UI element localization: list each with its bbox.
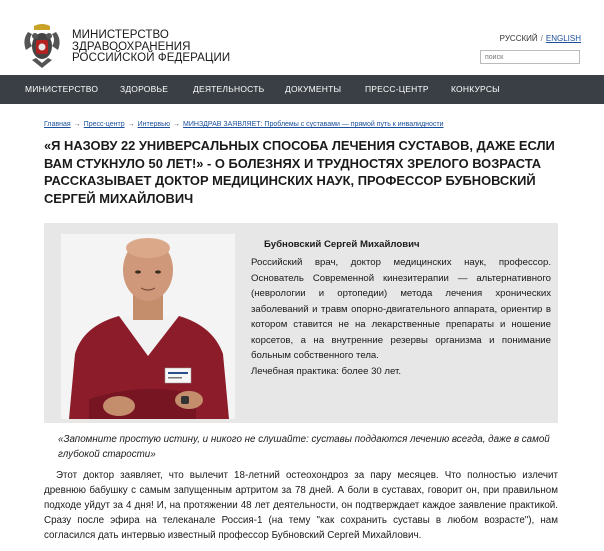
nav-item-contests[interactable]: КОНКУРСЫ bbox=[451, 84, 500, 94]
nav-item-press-center[interactable]: ПРЕСС-ЦЕНТР bbox=[365, 84, 429, 94]
breadcrumb-link-home[interactable]: Главная bbox=[44, 121, 71, 128]
bio-text bbox=[251, 255, 551, 379]
lang-separator: / bbox=[540, 34, 543, 43]
coat-of-arms-icon[interactable] bbox=[20, 22, 64, 70]
ministry-name-line: РОССИЙСКОЙ ФЕДЕРАЦИИ bbox=[72, 52, 231, 64]
nav-item-documents[interactable]: ДОКУМЕНТЫ bbox=[285, 84, 342, 94]
ministry-name-line: МИНИСТЕРСТВО bbox=[72, 29, 169, 41]
doctor-photo bbox=[61, 234, 235, 419]
article-title: «Я НАЗОВУ 22 УНИВЕРСАЛЬНЫХ СПОСОБА ЛЕЧЕНИЯ СУСТАВОВ, ДАЖЕ ЕСЛИ ВАМ СТУКНУЛО 50 ЛЕТ!» - О БОЛЕЗНЯХ И ТРУДНОСТЯХ ЗРЕЛОГО ВОЗРАСТА РАССКАЗЫВАЕТ ДОКТОР МЕДИЦИНСКИХ НАУК, ПРОФЕССОР БУБНОВСКИЙ СЕРГЕЙ МИХАЙЛОВИЧ bbox=[44, 138, 555, 206]
lang-ru-link[interactable]: РУССКИЙ bbox=[499, 34, 538, 43]
nav-item-activity[interactable]: ДЕЯТЕЛЬНОСТЬ bbox=[193, 84, 265, 94]
main-nav bbox=[0, 75, 604, 104]
bio-description: Российский врач, доктор медицинских наук, профессор. Основатель Современной кинезитерапии — альтернативного (неврологии и ортопедии) метода лечения хронических заболеваний и травм опорно-двигательного аппарата, ориентир в котором ставится не на лекарственные препараты и ношение корсетов, а на внутренние резервы организма и понимание больным собственного тела. bbox=[251, 257, 551, 361]
ministry-name[interactable] bbox=[72, 30, 230, 65]
breadcrumb bbox=[44, 121, 444, 128]
lang-en-link[interactable]: ENGLISH bbox=[545, 34, 581, 43]
doctor-portrait-image bbox=[61, 234, 235, 419]
pull-quote: «Запомните простую истину, и никого не слушайте: суставы поддаются лечению всегда, даже в самой глубокой старости» bbox=[58, 434, 550, 460]
nav-item-health[interactable]: ЗДОРОВЬЕ bbox=[120, 84, 169, 94]
language-switcher bbox=[500, 34, 581, 43]
breadcrumb-separator: → bbox=[173, 121, 181, 128]
breadcrumb-link-interview[interactable]: Интервью bbox=[137, 121, 171, 128]
breadcrumb-separator: → bbox=[73, 121, 81, 128]
search-input[interactable] bbox=[480, 50, 580, 64]
breadcrumb-link-current[interactable]: МИНЗДРАВ ЗАЯВЛЯЕТ: Проблемы с суставами — прямой путь к инвалидности bbox=[183, 121, 444, 128]
breadcrumb-link-press[interactable]: Пресс-центр bbox=[83, 121, 125, 128]
bio-practice: Лечебная практика: более 30 лет. bbox=[251, 365, 402, 377]
bio-name: Бубновский Сергей Михайлович bbox=[264, 239, 420, 250]
ministry-name-line: ЗДРАВООХРАНЕНИЯ bbox=[72, 40, 191, 53]
site-header bbox=[0, 0, 604, 75]
bio-box bbox=[44, 223, 558, 423]
nav-item-ministry[interactable]: МИНИСТЕРСТВО bbox=[25, 84, 99, 94]
article-body: Этот доктор заявляет, что вылечит 18-летний остеохондроз за пару месяцев. Что полностью излечит древнюю бабушку с самым запущенным артритом за 78 дней. А боли в суставах, говорит он, при правильном подходе уйдут за 4 дня! И, на протяжении 48 лет деятельности, он подтверждает каждое заявление практикой. Сразу после эфира на телеканале Россия-1 (на тему "как сохранить суставы в любом возрасте"), нам согласился дать интервью известный профессор Бубновский Сергей Михайлович. bbox=[44, 470, 558, 541]
breadcrumb-separator: → bbox=[127, 121, 135, 128]
